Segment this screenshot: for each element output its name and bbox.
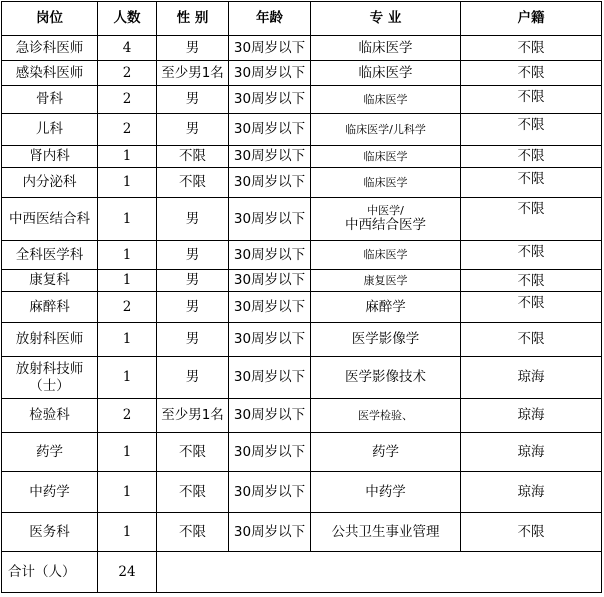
header-age: 年龄 [229, 2, 311, 36]
cell-position: 内分泌科 [2, 168, 98, 198]
cell-major: 医学影像学 [311, 323, 461, 357]
cell-gender: 至少男1名 [157, 61, 229, 86]
cell-position: 中药学 [2, 472, 98, 513]
cell-age: 30周岁以下 [229, 357, 311, 399]
cell-gender: 至少男1名 [157, 399, 229, 433]
cell-gender: 男 [157, 241, 229, 270]
total-label: 合计（人） [2, 552, 98, 593]
cell-age: 30周岁以下 [229, 433, 311, 472]
cell-hukou: 琼海 [461, 399, 602, 433]
cell-gender: 男 [157, 323, 229, 357]
header-count: 人数 [98, 2, 157, 36]
table-row [2, 357, 602, 399]
cell-position: 感染科医师 [2, 61, 98, 86]
total-empty-cell [157, 552, 602, 593]
cell-gender: 不限 [157, 146, 229, 168]
cell-gender: 不限 [157, 513, 229, 552]
cell-gender: 男 [157, 292, 229, 323]
table-row [2, 114, 602, 146]
cell-count: 1 [98, 513, 157, 552]
cell-position: 医务科 [2, 513, 98, 552]
cell-count: 1 [98, 270, 157, 292]
cell-count: 2 [98, 292, 157, 323]
cell-hukou: 不限 [461, 241, 602, 270]
cell-gender: 男 [157, 198, 229, 241]
table-row [2, 61, 602, 86]
table-row [2, 146, 602, 168]
cell-hukou: 不限 [461, 323, 602, 357]
cell-position: 放射科医师 [2, 323, 98, 357]
cell-hukou: 不限 [461, 114, 602, 146]
cell-hukou: 不限 [461, 198, 602, 241]
cell-count: 1 [98, 323, 157, 357]
cell-position: 康复科 [2, 270, 98, 292]
position-line: （士） [29, 377, 70, 394]
cell-hukou: 不限 [461, 86, 602, 114]
header-major: 专 业 [311, 2, 461, 36]
cell-count: 2 [98, 86, 157, 114]
cell-count: 2 [98, 114, 157, 146]
cell-gender: 男 [157, 357, 229, 399]
cell-major: 临床医学/儿科学 [311, 114, 461, 146]
header-gender: 性 别 [157, 2, 229, 36]
table-row [2, 36, 602, 61]
cell-major: 麻醉学 [311, 292, 461, 323]
cell-count: 2 [98, 399, 157, 433]
cell-hukou: 不限 [461, 270, 602, 292]
cell-hukou: 不限 [461, 513, 602, 552]
cell-age: 30周岁以下 [229, 168, 311, 198]
cell-major: 医学影像技术 [311, 357, 461, 399]
cell-major: 临床医学 [311, 241, 461, 270]
table-row [2, 198, 602, 241]
table-row [2, 323, 602, 357]
table-row [2, 399, 602, 433]
cell-gender: 男 [157, 114, 229, 146]
cell-position: 药学 [2, 433, 98, 472]
table-row [2, 270, 602, 292]
cell-major: 临床医学 [311, 36, 461, 61]
cell-age: 30周岁以下 [229, 61, 311, 86]
cell-position: 检验科 [2, 399, 98, 433]
cell-major: 临床医学 [311, 86, 461, 114]
cell-age: 30周岁以下 [229, 472, 311, 513]
cell-position: 急诊科医师 [2, 36, 98, 61]
cell-position: 全科医学科 [2, 241, 98, 270]
cell-gender: 不限 [157, 433, 229, 472]
table-row [2, 241, 602, 270]
cell-major: 医学检验、 [311, 399, 461, 433]
recruitment-table [1, 1, 602, 593]
cell-age: 30周岁以下 [229, 86, 311, 114]
cell-count: 2 [98, 61, 157, 86]
cell-major: 药学 [311, 433, 461, 472]
cell-age: 30周岁以下 [229, 114, 311, 146]
cell-hukou: 不限 [461, 292, 602, 323]
cell-major: 临床医学 [311, 61, 461, 86]
major-line: 中医学/ [367, 203, 404, 217]
cell-count: 1 [98, 146, 157, 168]
table-row [2, 168, 602, 198]
cell-position: 中西医结合科 [2, 198, 98, 241]
cell-count: 1 [98, 433, 157, 472]
cell-hukou: 不限 [461, 61, 602, 86]
cell-count: 1 [98, 198, 157, 241]
cell-count: 4 [98, 36, 157, 61]
cell-position: 儿科 [2, 114, 98, 146]
cell-age: 30周岁以下 [229, 292, 311, 323]
table-header-row [2, 2, 602, 36]
cell-major: 中药学 [311, 472, 461, 513]
cell-count: 1 [98, 472, 157, 513]
cell-position: 骨科 [2, 86, 98, 114]
cell-age: 30周岁以下 [229, 198, 311, 241]
header-hukou: 户籍 [461, 2, 602, 36]
table-row [2, 513, 602, 552]
major-line: 中西结合医学 [345, 217, 426, 234]
cell-gender: 男 [157, 36, 229, 61]
cell-major: 临床医学 [311, 168, 461, 198]
total-row [2, 552, 602, 593]
cell-count: 1 [98, 357, 157, 399]
cell-hukou: 琼海 [461, 357, 602, 399]
table-row [2, 472, 602, 513]
cell-age: 30周岁以下 [229, 36, 311, 61]
table-row [2, 86, 602, 114]
cell-age: 30周岁以下 [229, 270, 311, 292]
cell-gender: 不限 [157, 168, 229, 198]
cell-age: 30周岁以下 [229, 241, 311, 270]
cell-hukou: 不限 [461, 36, 602, 61]
cell-age: 30周岁以下 [229, 323, 311, 357]
cell-position: 麻醉科 [2, 292, 98, 323]
cell-major: 康复医学 [311, 270, 461, 292]
total-value: 24 [98, 552, 157, 593]
cell-position: 肾内科 [2, 146, 98, 168]
position-line: 放射科技师 [15, 360, 84, 377]
cell-count: 1 [98, 241, 157, 270]
cell-age: 30周岁以下 [229, 513, 311, 552]
cell-gender: 男 [157, 270, 229, 292]
cell-gender: 不限 [157, 472, 229, 513]
cell-hukou: 琼海 [461, 472, 602, 513]
cell-hukou: 不限 [461, 146, 602, 168]
cell-hukou: 琼海 [461, 433, 602, 472]
table-row [2, 433, 602, 472]
cell-gender: 男 [157, 86, 229, 114]
cell-major: 公共卫生事业管理 [311, 513, 461, 552]
cell-age: 30周岁以下 [229, 399, 311, 433]
cell-major: 临床医学 [311, 146, 461, 168]
table-row [2, 292, 602, 323]
header-position: 岗位 [2, 2, 98, 36]
cell-count: 1 [98, 168, 157, 198]
cell-major [311, 198, 461, 241]
cell-hukou: 不限 [461, 168, 602, 198]
cell-position [2, 357, 98, 399]
cell-age: 30周岁以下 [229, 146, 311, 168]
